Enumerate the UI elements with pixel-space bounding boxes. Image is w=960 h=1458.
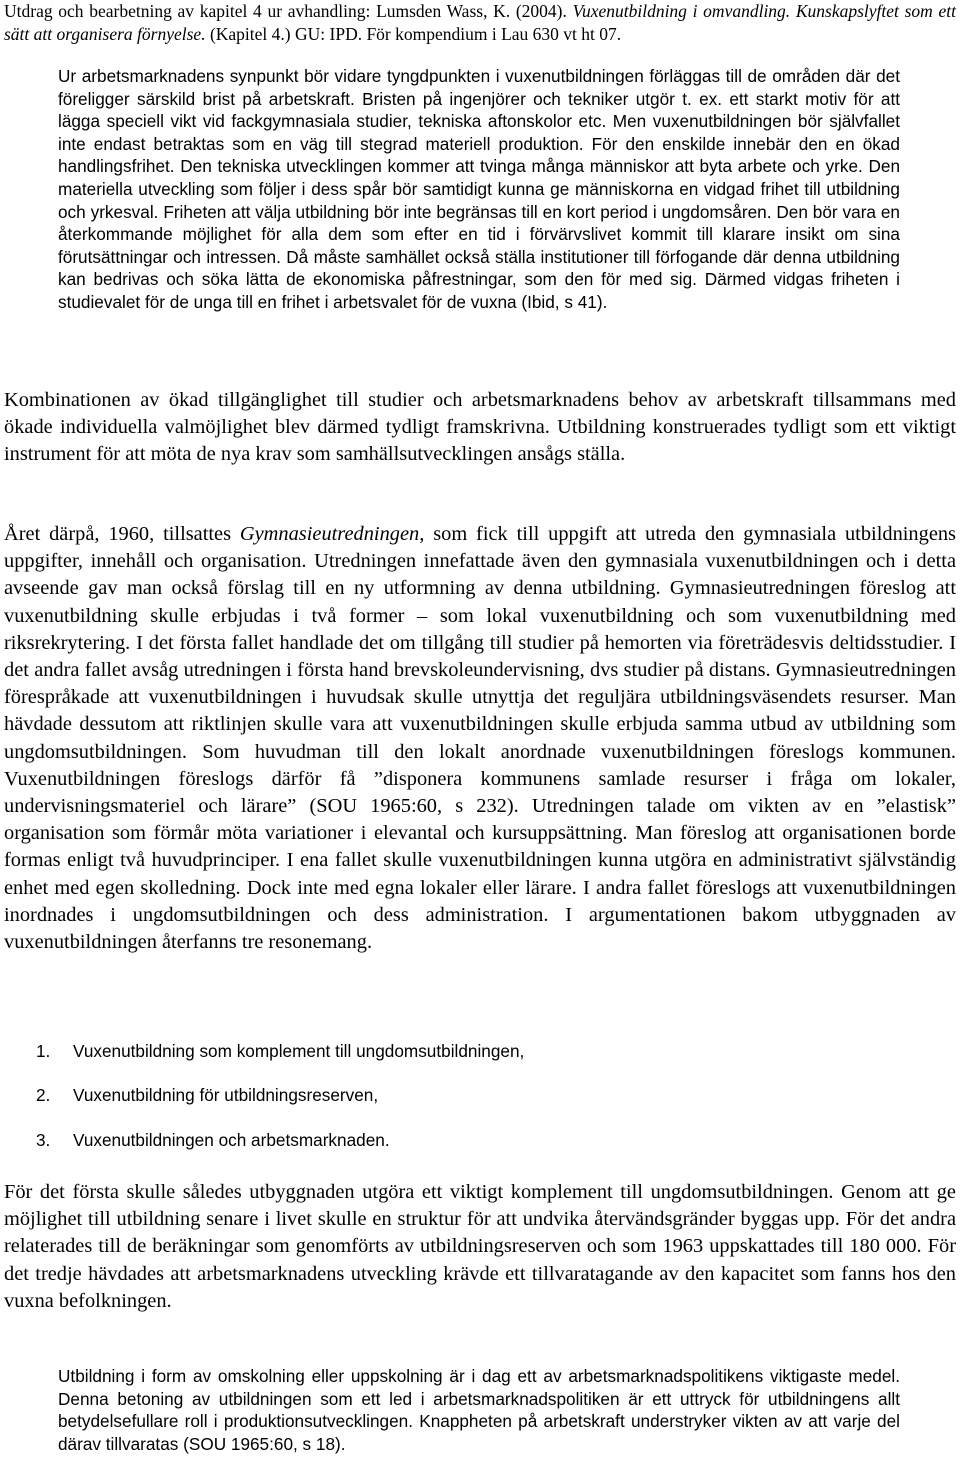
paragraph-2-italic: Gymnasieutredningen, [239, 523, 425, 545]
header-title-italic: Vuxenutbildning i omvandling. Kunskapslyftet som ett sätt att organisera förnyelse. [4, 1, 956, 44]
list-item [36, 1040, 524, 1062]
header-text-2: (Kapitel 4.) GU: IPD. För kompendium i Lau 630 vt ht 07. [205, 24, 622, 44]
list-item [36, 1084, 378, 1106]
paragraph-2-before: Året därpå, 1960, tillsattes [4, 523, 240, 545]
block-quote-2: Utbildning i form av omskolning eller uppskolning är i dag ett av arbetsmarknadspolitikens viktigaste medel. Denna betoning av utbildningen som ett led i arbetsmarknadspolitiken är ett uttryck för utbildningens allt betydelsefullare roll i produktionsutvecklingen. Knappheten på arbetskraft understryker vikten av att varje del därav tillvaratas (SOU 1965:60, s 18). [58, 1366, 900, 1454]
list-number: 3. [36, 1130, 51, 1150]
paragraph-2-after: som fick till uppgift att utreda den gymnasiala utbildningens uppgifter, innehåll och organisation. Utredningen innefattade även den gymnasiala vuxenutbildningen och i detta avseende gav man också förslag till en ny utformning av denna utbildning. Gymnasieutredningen föreslog att vuxenutbildning skulle erbjudas i två former – som lokal vuxenutbildning och som vuxenutbildning med riksrekrytering. I det första fallet handlade det om tillgång till studier på hemorten via företrädesvis deltidsstudier. I det andra fallet avsåg utredningen i första hand brevskoleundervisning, dvs studier på distans. Gymnasieutredningen förespråkade att vuxenutbildningen i huvudsak skulle utnyttja det reguljära utbildningsväsendets resurser. Man hävdade dessutom att riktlinjen skulle vara att vuxenutbildningen skulle erbjuda samma utbud av utbildning som ungdomsutbildningen. Som huvudman till den lokalt anordnade vuxenutbildningen föreslogs kommunen. Vuxenutbildningen föreslogs därför få ”disponera kommunens samlade resurser i fråga om lokaler, undervisningsmateriel och lärare” (SOU 1965:60, s 232). Utredningen talade om vikten av en ”elastisk” organisation som förmår möta variationer i elevantal och kursuppsättning. Man föreslog att organisationen borde formas enligt två huvudprinciper. I ena fallet skulle vuxenutbildningen kunna utgöra en administrativt självständig enhet med egen skolledning. Dock inte med egna lokaler eller lärare. I andra fallet föreslogs att vuxenutbildningen inordnades i ungdomsutbildningen och dess administration. I argumentationen bakom utbyggnaden av vuxenutbildningen återfanns tre resonemang. [4, 523, 956, 954]
block-quote-1: Ur arbetsmarknadens synpunkt bör vidare tyngdpunkten i vuxenutbildningen förläggas till de områden där det föreligger särskild brist på arbetskraft. Bristen på ingenjörer och tekniker utgör t. ex. ett starkt motiv för att lägga speciell vikt vid fackgymnasiala studier, tekniska aftonskolor etc. Men vuxenutbildningen bör självfallet inte endast betraktas som en väg till stegrad materiell produktion. För den enskilde innebär den en ökad handlingsfrihet. Den tekniska utvecklingen kommer att tvinga många människor att byta arbete och yrke. Den materiella utveckling som följer i dess spår bör samtidigt kunna ge människorna en vidgad frihet till utbildning och yrkesval. Friheten att välja utbildning bör inte begränsas till en kort period i ungdomsåren. Den bör vara en återkommande möjlighet för alla dem som efter en tid i förvärvslivet kommit till klarare insikt om sina förutsättningar och intressen. Då måste samhället också ställa institutioner till förfogande där denna utbildning kan bedrivas och söka lätta de ekonomiska påfrestningar, som den för med sig. Därmed vidgas friheten i studievalet för de unga till en frihet i arbetsvalet för de vuxna (Ibid, s 41). [58, 66, 900, 312]
list-text: Vuxenutbildningen och arbetsmarknaden. [73, 1130, 390, 1150]
header-text-1: Utdrag och bearbetning av kapitel 4 ur avhandling: Lumsden Wass, K. (2004). [4, 1, 573, 21]
list-item [36, 1129, 390, 1151]
list-number: 2. [36, 1085, 51, 1105]
source-header [4, 0, 956, 46]
paragraph-3: För det första skulle således utbyggnaden utgöra ett viktigt komplement till ungdomsutbildningen. Genom att ge möjlighet till utbildning senare i livet skulle en struktur för att undvika återvändsgränder byggas upp. För det andra relaterades till de beräkningar som genomförts av utbildningsreserven och som 1963 uppskattades till 180 000. För det tredje hävdades att arbetsmarknadens utveckling krävde ett tillvaratagande av den kapacitet som fanns hos den vuxna befolkningen. [4, 1181, 956, 1312]
list-number: 1. [36, 1041, 51, 1061]
paragraph-2 [4, 521, 956, 956]
list-text: Vuxenutbildning för utbildningsreserven, [73, 1085, 379, 1105]
list-text: Vuxenutbildning som komplement till ungdomsutbildningen, [73, 1041, 525, 1061]
paragraph-1: Kombinationen av ökad tillgänglighet till studier och arbetsmarknadens behov av arbetskraft tillsammans med ökade individuella valmöjlighet blev därmed tydligt framskrivna. Utbildning konstruerades tydligt som ett viktigt instrument för att möta de nya krav som samhällsutvecklingen ansågs ställa. [4, 389, 956, 466]
